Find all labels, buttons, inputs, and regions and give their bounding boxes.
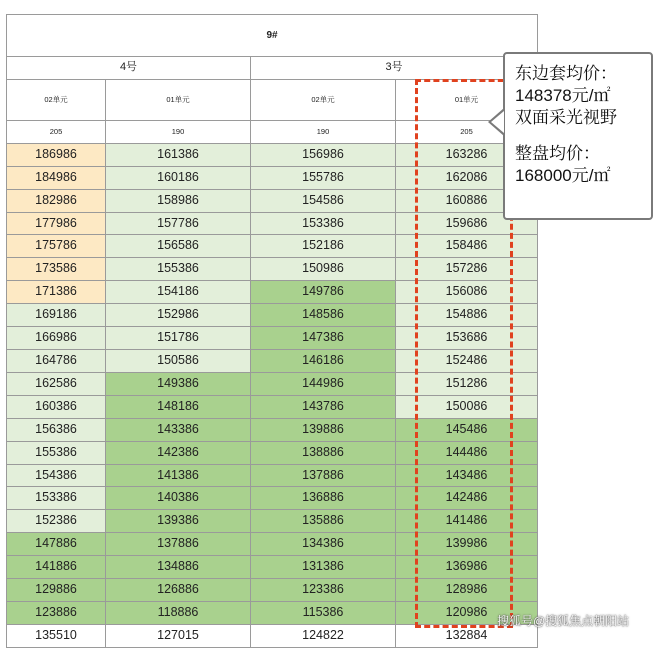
price-cell: 154386: [7, 464, 106, 487]
area-header: 205: [7, 120, 106, 143]
price-cell: 142386: [106, 441, 251, 464]
price-cell: 159686: [396, 212, 538, 235]
table-row: [7, 601, 538, 624]
table-row: [7, 258, 538, 281]
table-row: [7, 166, 538, 189]
price-cell: 115386: [251, 601, 396, 624]
unit-header: 01单元: [396, 79, 538, 120]
price-cell: 141486: [396, 510, 538, 533]
area-header-row: [7, 120, 538, 143]
table-row: [7, 533, 538, 556]
table-row: [7, 212, 538, 235]
price-cell: 162086: [396, 166, 538, 189]
price-cell: 147886: [7, 533, 106, 556]
price-cell: 143486: [396, 464, 538, 487]
price-cell: 173586: [7, 258, 106, 281]
price-cell: 150586: [106, 349, 251, 372]
table-row: [7, 418, 538, 441]
building-3-header: 3号: [251, 57, 538, 80]
price-cell: 153686: [396, 327, 538, 350]
price-cell: 156086: [396, 281, 538, 304]
price-cell: 137886: [251, 464, 396, 487]
price-cell: 141386: [106, 464, 251, 487]
price-cell: 132884: [396, 624, 538, 647]
price-cell: 166986: [7, 327, 106, 350]
price-cell: 149786: [251, 281, 396, 304]
price-cell: 153386: [251, 212, 396, 235]
price-cell: 149386: [106, 372, 251, 395]
price-cell: 155386: [7, 441, 106, 464]
price-cell: 124822: [251, 624, 396, 647]
callout-overall-price: 168000元/㎡: [515, 166, 611, 185]
price-cell: 152386: [7, 510, 106, 533]
price-cell: 146186: [251, 349, 396, 372]
price-cell: 138886: [251, 441, 396, 464]
table-row: [7, 349, 538, 372]
price-cell: 134886: [106, 556, 251, 579]
price-cell: 148586: [251, 304, 396, 327]
price-cell: 152186: [251, 235, 396, 258]
price-cell: 152486: [396, 349, 538, 372]
price-cell: 142486: [396, 487, 538, 510]
price-cell: 140386: [106, 487, 251, 510]
price-cell: 169186: [7, 304, 106, 327]
price-cell: 123886: [7, 601, 106, 624]
price-cell: 128986: [396, 579, 538, 602]
price-cell: 161386: [106, 143, 251, 166]
price-cell: 135510: [7, 624, 106, 647]
price-cell: 156986: [251, 143, 396, 166]
table-row: [7, 487, 538, 510]
table-row: [7, 281, 538, 304]
price-cell: 150986: [251, 258, 396, 281]
price-cell: 120986: [396, 601, 538, 624]
price-cell: 156386: [7, 418, 106, 441]
table-row: [7, 235, 538, 258]
unit-header: 02单元: [7, 79, 106, 120]
building-title: 9#: [7, 15, 538, 57]
price-cell: 184986: [7, 166, 106, 189]
table-row: [7, 143, 538, 166]
building-header-row: [7, 57, 538, 80]
price-cell: 153386: [7, 487, 106, 510]
price-cell: 154186: [106, 281, 251, 304]
price-cell: 139886: [251, 418, 396, 441]
price-cell: 182986: [7, 189, 106, 212]
price-cell: 156586: [106, 235, 251, 258]
price-cell: 135886: [251, 510, 396, 533]
price-cell: 177986: [7, 212, 106, 235]
price-cell: 157786: [106, 212, 251, 235]
unit-header: 01单元: [106, 79, 251, 120]
area-header: 190: [106, 120, 251, 143]
table-row: [7, 441, 538, 464]
price-cell: 144986: [251, 372, 396, 395]
building-4-header: 4号: [7, 57, 251, 80]
table-row: [7, 510, 538, 533]
unit-header-row: [7, 79, 538, 120]
unit-header: 02单元: [251, 79, 396, 120]
price-cell: 148186: [106, 395, 251, 418]
price-cell: 152986: [106, 304, 251, 327]
table-row: [7, 372, 538, 395]
price-cell: 151286: [396, 372, 538, 395]
price-cell: 160386: [7, 395, 106, 418]
price-cell: 160886: [396, 189, 538, 212]
price-cell: 164786: [7, 349, 106, 372]
table-title-row: [7, 15, 538, 57]
table-row: [7, 579, 538, 602]
price-table: [6, 14, 538, 648]
table-row: [7, 556, 538, 579]
callout-east-note: 双面采光视野: [515, 108, 617, 127]
price-cell: 141886: [7, 556, 106, 579]
price-cell: 123386: [251, 579, 396, 602]
price-cell: 175786: [7, 235, 106, 258]
price-cell: 163286: [396, 143, 538, 166]
area-header: 205: [396, 120, 538, 143]
price-cell: 157286: [396, 258, 538, 281]
price-cell: 150086: [396, 395, 538, 418]
price-cell: 147386: [251, 327, 396, 350]
table-row: [7, 189, 538, 212]
watermark: 搜狐号@搜狐焦点朝阳站: [497, 614, 630, 628]
callout-overall-label: 整盘均价：: [515, 144, 600, 163]
price-cell: 144486: [396, 441, 538, 464]
price-cell: 151786: [106, 327, 251, 350]
price-cell: 162586: [7, 372, 106, 395]
price-cell: 136886: [251, 487, 396, 510]
callout-east-label: 东边套均价：: [515, 64, 617, 83]
price-cell: 158986: [106, 189, 251, 212]
price-cell: 155786: [251, 166, 396, 189]
table-row: [7, 304, 538, 327]
price-cell: 154886: [396, 304, 538, 327]
price-cell: 143386: [106, 418, 251, 441]
price-cell: 139386: [106, 510, 251, 533]
price-cell: 171386: [7, 281, 106, 304]
price-cell: 186986: [7, 143, 106, 166]
price-cell: 143786: [251, 395, 396, 418]
price-cell: 131386: [251, 556, 396, 579]
table-row: [7, 327, 538, 350]
price-cell: 129886: [7, 579, 106, 602]
price-cell: 137886: [106, 533, 251, 556]
price-cell: 158486: [396, 235, 538, 258]
price-callout: [503, 52, 653, 220]
callout-east-price: 148378元/㎡: [515, 86, 611, 105]
price-cell: 136986: [396, 556, 538, 579]
table-row: [7, 395, 538, 418]
price-cell: 126886: [106, 579, 251, 602]
price-cell: 139986: [396, 533, 538, 556]
price-cell: 145486: [396, 418, 538, 441]
table-row: [7, 624, 538, 647]
price-cell: 118886: [106, 601, 251, 624]
area-header: 190: [251, 120, 396, 143]
callout-pointer-fill: [491, 111, 504, 133]
price-cell: 160186: [106, 166, 251, 189]
table-row: [7, 464, 538, 487]
price-cell: 127015: [106, 624, 251, 647]
price-cell: 134386: [251, 533, 396, 556]
price-cell: 154586: [251, 189, 396, 212]
price-cell: 155386: [106, 258, 251, 281]
